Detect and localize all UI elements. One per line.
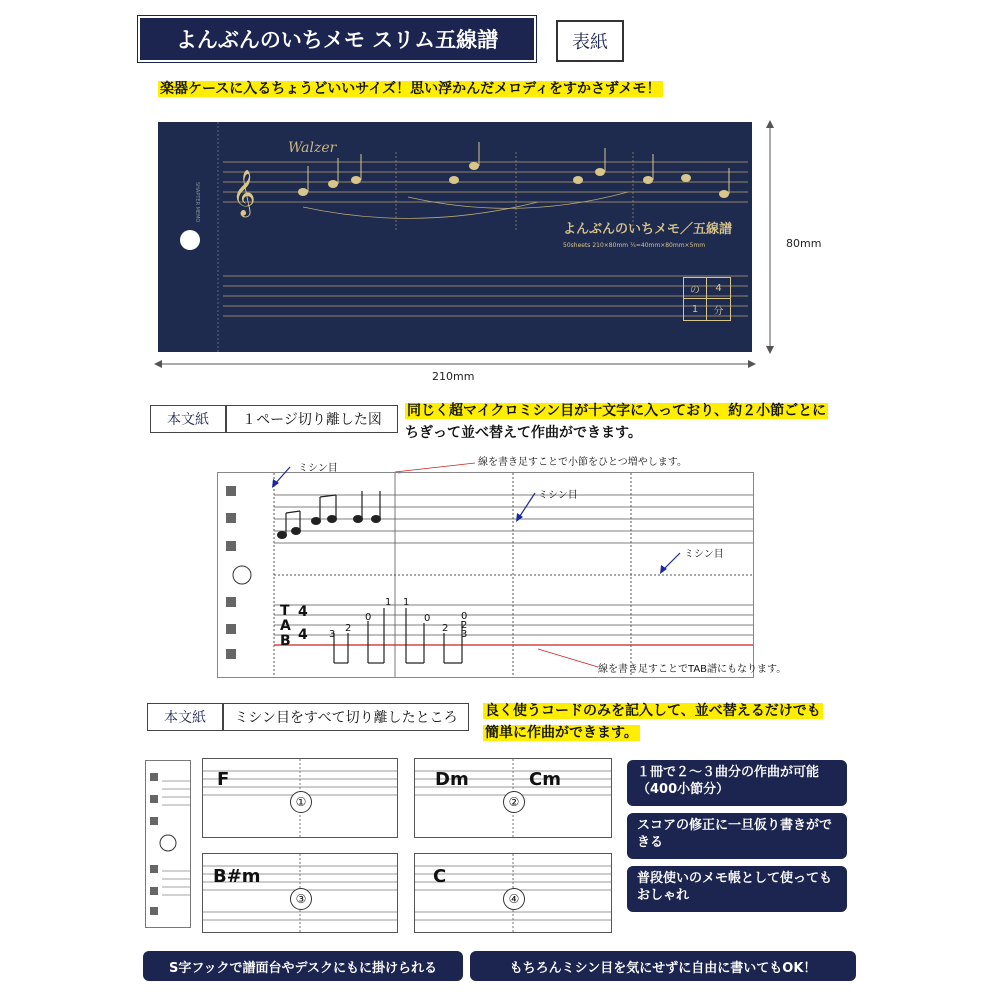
height-dimension: 80mm xyxy=(786,237,822,250)
perforation-note-3: ミシン目 xyxy=(684,549,724,560)
perforation-note-1: ミシン目 xyxy=(298,463,338,474)
cover-product-name: よんぶんのいちメモ／五線譜 xyxy=(563,222,733,237)
cover-sub-text: 50sheets 210×80mm ¼=40mm×80mm×5mm xyxy=(563,242,706,249)
tab-number: 3 xyxy=(329,629,336,640)
section3-description xyxy=(483,700,843,744)
s-hook-banner: S字フックで譜面台やデスクにもに掛けられる xyxy=(143,951,463,981)
time-sig-bottom: 4 xyxy=(298,627,308,643)
chord-card xyxy=(414,853,612,933)
free-write-banner: もちろんミシン目を気にせずに自由に書いてもOK！ xyxy=(470,951,856,981)
feature-everyday: 普段使いのメモ帳として使ってもおしゃれ xyxy=(627,866,847,912)
svg-text:SHAPTER MEMO: SHAPTER MEMO xyxy=(194,182,200,223)
section3-tag-desc: ミシン目をすべて切り離したところ xyxy=(223,703,469,731)
tagline xyxy=(158,78,663,100)
tab-number: 2 xyxy=(461,620,468,631)
svg-text:𝄞: 𝄞 xyxy=(232,170,256,216)
card-number: ④ xyxy=(503,888,525,910)
section2-desc-line2: ちぎって並べ替えて作曲ができます。 xyxy=(405,425,642,441)
cover-badge: の 4 1 分 xyxy=(683,277,731,321)
chord-label: B#m xyxy=(213,866,261,887)
tab-number: 0 xyxy=(461,611,468,622)
tab-number: 1 xyxy=(403,597,410,608)
svg-text:Walzer: Walzer xyxy=(288,140,337,156)
tagline-text: 楽器ケースに入るちょうどいいサイズ！思い浮かんだメロディをすかさずメモ！ xyxy=(160,81,661,97)
feature-capacity: １冊で２～３曲分の作曲が可能（400小節分） xyxy=(627,760,847,806)
tab-letter-b: B xyxy=(280,633,291,649)
tab-number: 0 xyxy=(365,612,372,623)
binding-strip xyxy=(145,760,191,928)
chord-label: Cm xyxy=(529,769,561,790)
section2-desc-line1: 同じく超マイクロミシン目が十文字に入っており、約２小節ごとに xyxy=(407,403,827,419)
binding-strip-art xyxy=(146,761,190,927)
section2-description xyxy=(405,400,845,444)
chord-label: F xyxy=(217,769,230,790)
tab-number: 2 xyxy=(442,623,449,634)
tab-number: 0 xyxy=(424,613,431,624)
page-title: よんぶんのいちメモ スリム五線譜 xyxy=(140,18,534,60)
section2-tag-body: 本文紙 xyxy=(150,405,226,433)
tab-line-note: 線を書き足すことでTAB譜にもなります。 xyxy=(598,664,787,675)
perforation-note-2: ミシン目 xyxy=(538,490,578,501)
chord-card xyxy=(202,853,398,933)
chord-label: Dm xyxy=(435,769,469,790)
card-number: ③ xyxy=(290,888,312,910)
width-dimension: 210mm xyxy=(432,370,475,383)
section3-tag-body: 本文紙 xyxy=(147,703,223,731)
chord-card xyxy=(414,758,612,838)
cover-label: 表紙 xyxy=(556,20,624,62)
card-number: ① xyxy=(290,791,312,813)
tab-letter-a: A xyxy=(280,618,291,634)
dimension-arrows xyxy=(150,118,790,378)
perforation-arrows xyxy=(260,455,720,585)
tab-number: 1 xyxy=(385,597,392,608)
feature-draft: スコアの修正に一旦仮り書きができる xyxy=(627,813,847,859)
add-bar-note: 線を書き足すことで小節をひとつ増やします。 xyxy=(478,457,687,468)
section2-tag-desc: １ページ切り離した図 xyxy=(226,405,398,433)
tab-number: 2 xyxy=(345,623,352,634)
chord-label: C xyxy=(433,866,447,887)
card-number: ② xyxy=(503,791,525,813)
section3-desc-line2: 簡単に作曲ができます。 xyxy=(485,725,638,741)
chord-card xyxy=(202,758,398,838)
tab-letter-t: T xyxy=(280,603,290,619)
section3-desc-line1: 良く使うコードのみを記入して、並べ替えるだけでも xyxy=(485,703,821,719)
tab-number: 3 xyxy=(461,629,468,640)
time-sig-top: 4 xyxy=(298,604,308,620)
